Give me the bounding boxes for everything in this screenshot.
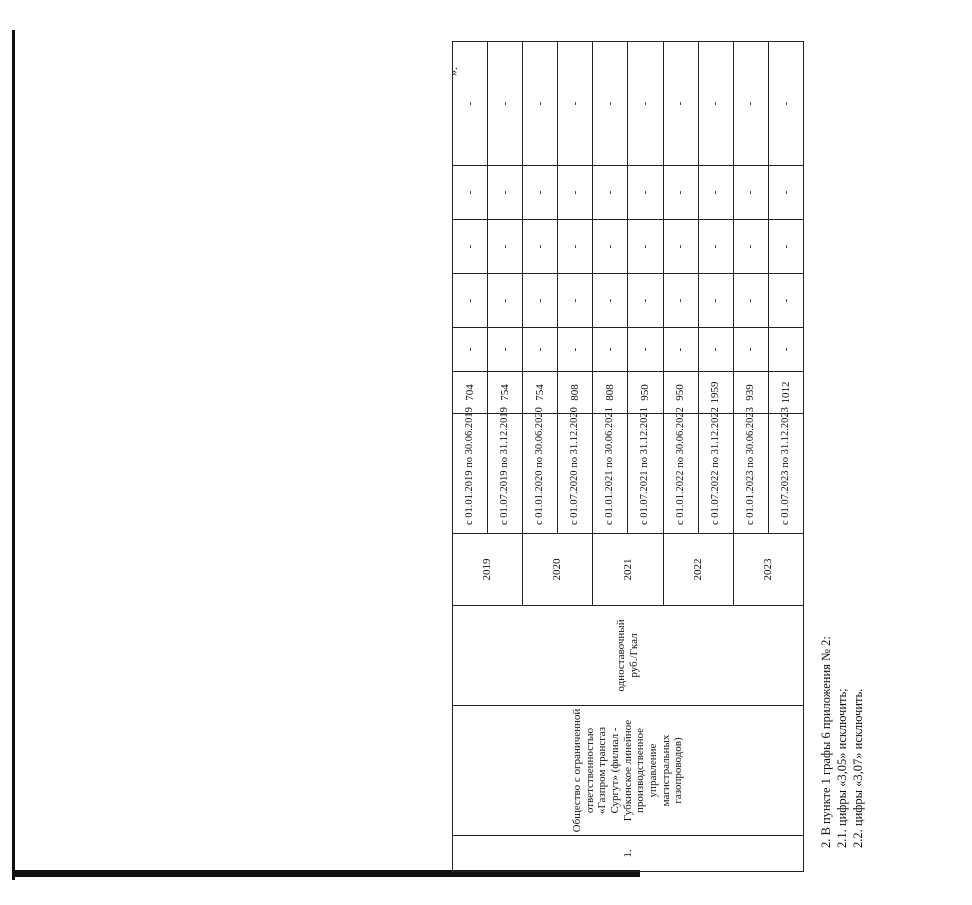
closing-quote: ». <box>446 67 460 76</box>
dash-cell: - <box>488 220 523 274</box>
dash-cell: - <box>698 166 733 220</box>
period-cell: с 01.01.2019 по 30.06.2019 <box>453 414 488 534</box>
dash-cell: - <box>698 274 733 328</box>
dash-cell: - <box>523 220 558 274</box>
dash-cell: - <box>593 42 628 166</box>
period-cell: с 01.01.2021 по 30.06.2021 <box>593 414 628 534</box>
table-row <box>453 42 488 872</box>
dash-cell: - <box>628 220 663 274</box>
note-2-2: 2.2. цифры «3,07» исключить. <box>851 688 865 848</box>
scan-border-left <box>12 30 15 880</box>
dash-cell: - <box>628 166 663 220</box>
dash-cell: - <box>628 42 663 166</box>
tariff-value-cell: 704 <box>453 372 488 414</box>
dash-cell: - <box>628 328 663 372</box>
dash-cell: - <box>593 328 628 372</box>
dash-cell: - <box>768 220 803 274</box>
dash-cell: - <box>593 166 628 220</box>
dash-cell: - <box>453 166 488 220</box>
dash-cell: - <box>593 274 628 328</box>
notes-section <box>818 636 866 848</box>
dash-cell: - <box>628 274 663 328</box>
dash-cell: - <box>663 328 698 372</box>
dash-cell: - <box>523 328 558 372</box>
year-cell: 2023 <box>733 534 803 606</box>
dash-cell: - <box>698 42 733 166</box>
dash-cell: - <box>453 274 488 328</box>
period-cell: с 01.01.2022 по 30.06.2022 <box>663 414 698 534</box>
dash-cell: - <box>768 328 803 372</box>
tariff-type-cell: одноставочный руб./Гкал <box>453 606 804 706</box>
dash-cell: - <box>733 42 768 166</box>
dash-cell: - <box>523 166 558 220</box>
period-cell: с 01.07.2020 по 31.12.2020 <box>558 414 593 534</box>
dash-cell: - <box>453 42 488 166</box>
year-cell: 2022 <box>663 534 733 606</box>
dash-cell: - <box>733 328 768 372</box>
year-cell: 2020 <box>523 534 593 606</box>
note-2: 2. В пункте 1 графы 6 приложения № 2: <box>819 636 833 848</box>
dash-cell: - <box>523 274 558 328</box>
dash-cell: - <box>558 42 593 166</box>
rotated-page <box>446 67 972 872</box>
dash-cell: - <box>768 274 803 328</box>
dash-cell: - <box>488 328 523 372</box>
tariff-value-cell: 1959 <box>698 372 733 414</box>
dash-cell: - <box>663 166 698 220</box>
period-cell: с 01.01.2020 по 30.06.2020 <box>523 414 558 534</box>
tariff-value-cell: 939 <box>733 372 768 414</box>
dash-cell: - <box>488 274 523 328</box>
dash-cell: - <box>558 274 593 328</box>
dash-cell: - <box>768 166 803 220</box>
organization-cell: Общество с ограниченной ответственностью «Газпром трансгаз Сургут» (филиал - Губкинское линейное производственное управление магистральных газопроводов) <box>453 706 804 836</box>
period-cell: с 01.07.2021 по 31.12.2021 <box>628 414 663 534</box>
tariff-value-cell: 950 <box>663 372 698 414</box>
dash-cell: - <box>453 220 488 274</box>
dash-cell: - <box>698 328 733 372</box>
dash-cell: - <box>593 220 628 274</box>
year-cell: 2021 <box>593 534 663 606</box>
dash-cell: - <box>523 42 558 166</box>
tariff-value-cell: 808 <box>558 372 593 414</box>
period-cell: с 01.07.2019 по 31.12.2019 <box>488 414 523 534</box>
dash-cell: - <box>558 166 593 220</box>
dash-cell: - <box>488 166 523 220</box>
period-cell: с 01.07.2022 по 31.12.2022 <box>698 414 733 534</box>
tariff-value-cell: 1012 <box>768 372 803 414</box>
dash-cell: - <box>733 166 768 220</box>
dash-cell: - <box>663 274 698 328</box>
dash-cell: - <box>663 220 698 274</box>
dash-cell: - <box>698 220 733 274</box>
dash-cell: - <box>663 42 698 166</box>
tariff-value-cell: 808 <box>593 372 628 414</box>
dash-cell: - <box>733 220 768 274</box>
dash-cell: - <box>558 328 593 372</box>
note-2-1: 2.1. цифры «3,05» исключить; <box>835 688 849 848</box>
period-cell: с 01.07.2023 по 31.12.2023 <box>768 414 803 534</box>
period-cell: с 01.01.2023 по 30.06.2023 <box>733 414 768 534</box>
tariff-value-cell: 950 <box>628 372 663 414</box>
dash-cell: - <box>488 42 523 166</box>
tariff-table <box>452 41 804 872</box>
dash-cell: - <box>768 42 803 166</box>
dash-cell: - <box>733 274 768 328</box>
dash-cell: - <box>453 328 488 372</box>
tariff-value-cell: 754 <box>488 372 523 414</box>
row-number-cell: 1. <box>453 836 804 872</box>
year-cell: 2019 <box>453 534 523 606</box>
dash-cell: - <box>558 220 593 274</box>
tariff-value-cell: 754 <box>523 372 558 414</box>
